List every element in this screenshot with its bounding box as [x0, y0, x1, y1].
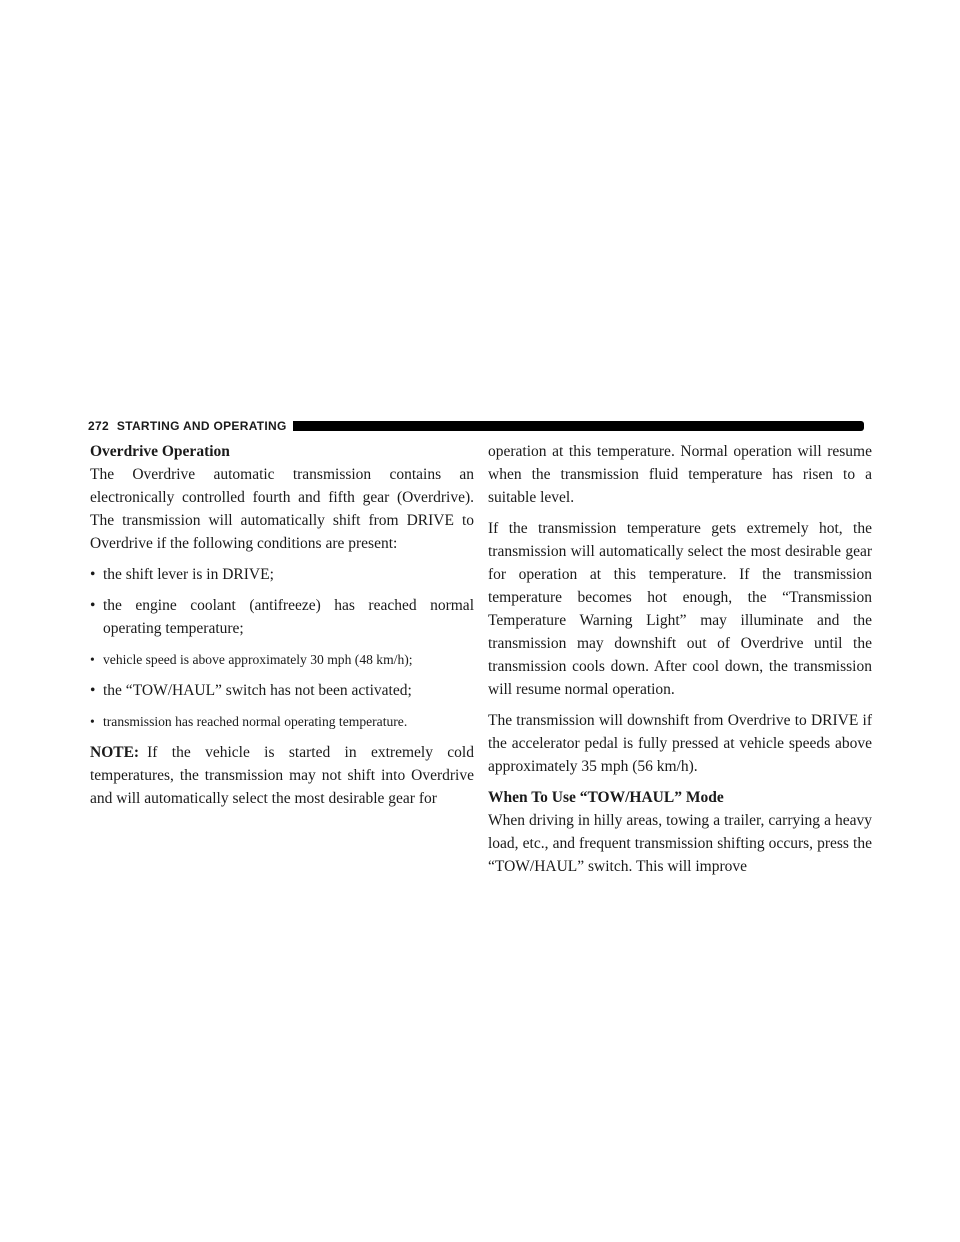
left-column	[90, 440, 474, 818]
list-item: • the engine coolant (antifreeze) has reached normal operating temperature;	[90, 594, 474, 640]
hot-transmission-paragraph: If the transmission temperature gets extremely hot, the transmission will automatically select the most desirable gear for operation at this temperature. If the transmission temperature becomes hot enough, the “Transmission Temperature Warning Light” may illuminate and the transmission may downshift out of Overdrive until the transmission cools down. After cool down, the transmission will resume normal operation.	[488, 520, 872, 698]
overdrive-intro: The Overdrive automatic transmission contains an electronically controlled fourth and fifth gear (Overdrive). The transmission will automatically shift from DRIVE to Overdrive if the following conditions are present:	[90, 466, 474, 552]
overdrive-heading: Overdrive Operation	[90, 443, 230, 460]
bullet-icon: •	[90, 566, 96, 583]
bullet-icon: •	[90, 597, 96, 614]
note-text: If the vehicle is started in extremely cold temperatures, the transmission may not shift into Overdrive and will automatically select the most desirable gear for	[90, 744, 474, 807]
bullet-icon: •	[90, 682, 96, 699]
header-rule	[293, 421, 864, 431]
note-label: NOTE:	[90, 744, 140, 761]
bullet-icon: •	[90, 652, 95, 667]
list-item: • transmission has reached normal operating temperature.	[90, 710, 474, 733]
continued-paragraph: operation at this temperature. Normal operation will resume when the transmission fluid temperature has risen to a suitable level.	[488, 443, 872, 506]
note-paragraph	[90, 741, 474, 810]
tow-haul-paragraph: When driving in hilly areas, towing a trailer, carrying a heavy load, etc., and frequent transmission shifting occurs, press the “TOW/HAUL” switch. This will improve	[488, 812, 872, 875]
list-item: • vehicle speed is above approximately 30 mph (48 km/h);	[90, 648, 474, 671]
section-title: STARTING AND OPERATING	[116, 419, 287, 433]
page-number: 272	[88, 419, 109, 433]
list-item: • the “TOW/HAUL” switch has not been activated;	[90, 679, 474, 702]
bullet-icon: •	[90, 714, 95, 729]
list-item: • the shift lever is in DRIVE;	[90, 563, 474, 586]
page-header	[88, 418, 864, 434]
right-column	[488, 440, 872, 886]
downshift-paragraph: The transmission will downshift from Overdrive to DRIVE if the accelerator pedal is fully pressed at vehicle speeds above approximately 35 mph (56 km/h).	[488, 712, 872, 775]
conditions-list	[90, 563, 474, 733]
tow-haul-heading: When To Use “TOW/HAUL” Mode	[488, 789, 724, 806]
